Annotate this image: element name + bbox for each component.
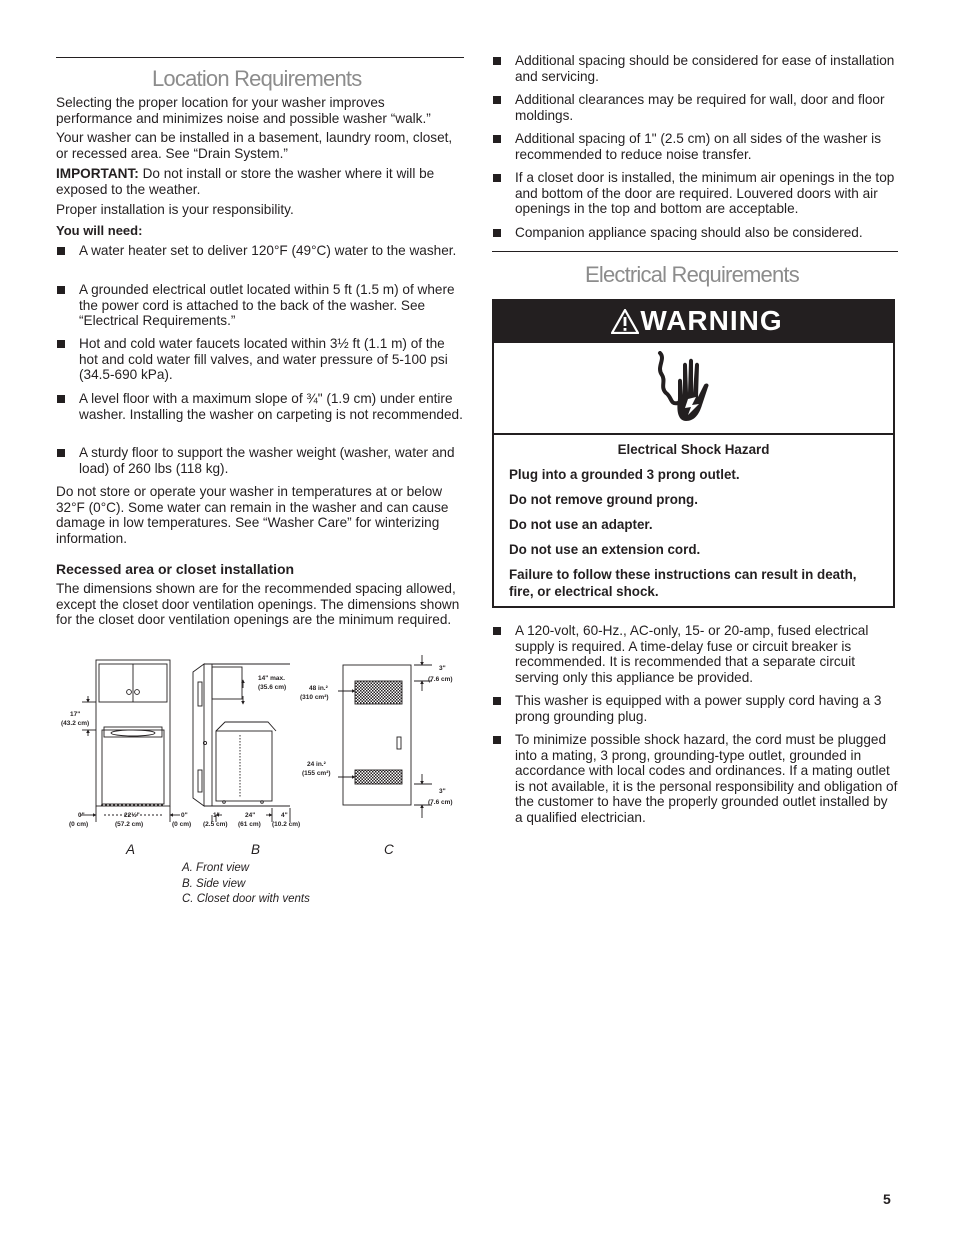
warning-box xyxy=(492,299,895,608)
front-view xyxy=(80,660,180,822)
spacing-item-text: Companion appliance spacing should also be considered. xyxy=(515,225,863,240)
need-item-text: A water heater set to deliver 120°F (49°C) water to the washer. xyxy=(79,243,457,258)
warning-icon-row xyxy=(494,343,893,435)
bullet-square-icon xyxy=(57,286,65,294)
bullet-square-icon xyxy=(57,247,65,255)
spacing-item-text: Additional spacing of 1" (2.5 cm) on all sides of the washer is recommended to reduce noise transfer. xyxy=(515,131,882,162)
spacing-item xyxy=(492,170,898,217)
electrical-item-text: This washer is equipped with a power supply cord having a 3 prong grounding plug. xyxy=(515,693,882,724)
you-will-need-label: You will need: xyxy=(56,223,143,238)
dim-vent-top-area-cm: (310 cm²) xyxy=(300,694,329,701)
intro-paragraph-1: Selecting the proper location for your washer improves performance and minimizes noise and possible washer “walk.” xyxy=(56,95,431,126)
warning-line: Do not use an extension cord. xyxy=(509,542,701,557)
temperature-note: Do not store or operate your washer in temperatures at or below 32°F (0°C). Some water can remain in the washer and can cause damage in low temperatures. See “Washer Care” for winterizing information. xyxy=(56,484,449,546)
need-item xyxy=(56,282,464,329)
dim-vent-top-area: 48 in.² xyxy=(309,685,328,692)
need-item xyxy=(56,243,464,259)
dim-front-width: 22½" xyxy=(124,812,140,819)
spacing-item xyxy=(492,225,898,241)
warning-line: Do not remove ground prong. xyxy=(509,492,698,507)
left-top-rule xyxy=(56,57,464,58)
dim-front-left: 0" xyxy=(78,812,85,819)
spacing-item xyxy=(492,92,898,123)
need-item-text: A sturdy floor to support the washer weight (washer, water and load) of 260 lbs (118 kg). xyxy=(79,445,455,476)
need-item-text: A grounded electrical outlet located within 5 ft (1.5 m) of where the power cord is attached to the back of the washer. See “Electrical Requirements.” xyxy=(79,282,455,329)
important-text: Do not install or store the washer where it will be exposed to the weather. xyxy=(56,166,435,197)
electrical-heading: Electrical Requirements xyxy=(585,262,799,287)
need-item-text: Hot and cold water faucets located within 3½ ft (1.1 m) of the hot and cold water fill valves, and water pressure of 5-100 psi (34.5-690 kPa). xyxy=(79,336,448,383)
recessed-text: The dimensions shown are for the recommended spacing allowed, except the closet door ventilation openings. The dimensions shown for the closet door ventilation openings are the minimum required. xyxy=(56,581,460,628)
bullet-square-icon xyxy=(493,96,501,104)
panel-letter-c: C xyxy=(384,842,394,857)
dim-side-back: 1" xyxy=(213,812,220,819)
electrical-item-text: To minimize possible shock hazard, the cord must be plugged into a mating, 3 prong, grounding-type outlet, grounded in accordance with local codes and ordinances. If a mating outlet is not available, it is the personal responsibility and obligation of the customer to have the properly grounded outlet installed by a qualified electrician. xyxy=(515,732,898,825)
intro-paragraph-2: Your washer can be installed in a basement, laundry room, closet, or recessed area. See “Drain System.” xyxy=(56,130,453,161)
bullet-square-icon xyxy=(493,57,501,65)
dim-side-depth-cm: (61 cm) xyxy=(238,821,261,828)
bullet-square-icon xyxy=(493,135,501,143)
electrical-item xyxy=(492,623,898,685)
dim-front-width-cm: (57.2 cm) xyxy=(115,821,144,828)
recessed-heading: Recessed area or closet installation xyxy=(56,561,295,577)
bullet-square-icon xyxy=(57,340,65,348)
electrical-item xyxy=(492,693,898,724)
need-item xyxy=(56,445,464,476)
bullet-square-icon xyxy=(57,449,65,457)
dim-side-front-cm: (10.2 cm) xyxy=(272,821,301,828)
closet-door-view xyxy=(338,655,432,818)
responsibility-text: Proper installation is your responsibility. xyxy=(56,202,294,217)
dim-side-top: 14" max. xyxy=(258,675,285,682)
bullet-square-icon xyxy=(493,627,501,635)
spacing-item-text: Additional spacing should be considered for ease of installation and servicing. xyxy=(515,53,895,84)
spacing-item-text: If a closet door is installed, the minimum air openings in the top and bottom of the door are required. Louvered doors with air openings in the top and bottom are acceptable. xyxy=(515,170,895,217)
panel-letter-a: A xyxy=(126,842,136,857)
electrical-item xyxy=(492,732,898,826)
need-item-text: A level floor with a maximum slope of ¾" (1.9 cm) under entire washer. Installing the washer on carpeting is not recommended. xyxy=(79,391,463,422)
dim-door-bottom-cm: (7.6 cm) xyxy=(428,799,453,806)
dim-front-top-cm: (43.2 cm) xyxy=(61,720,90,727)
dim-side-top-cm: (35.6 cm) xyxy=(258,684,287,691)
dim-side-back-cm: (2.5 cm) xyxy=(203,821,228,828)
bullet-square-icon xyxy=(493,697,501,705)
installation-diagram xyxy=(56,650,464,835)
important-paragraph xyxy=(56,166,464,197)
dim-front-left-cm: (0 cm) xyxy=(69,821,89,828)
dim-front-top: 17" xyxy=(70,711,81,718)
panel-letter-b: B xyxy=(251,842,261,857)
warning-line: Plug into a grounded 3 prong outlet. xyxy=(509,467,740,482)
dim-side-depth: 24" xyxy=(245,812,256,819)
warning-hazard-title: Electrical Shock Hazard xyxy=(617,442,770,457)
dim-front-right-cm: (0 cm) xyxy=(172,821,192,828)
caption-front-view: A. Front view xyxy=(182,862,250,874)
dim-vent-bottom-area: 24 in.² xyxy=(307,761,326,768)
need-item xyxy=(56,336,464,383)
warning-title: WARNING xyxy=(640,305,783,336)
electrical-shock-hand-icon xyxy=(652,351,722,427)
bullet-square-icon xyxy=(493,229,501,237)
warning-line: Do not use an adapter. xyxy=(509,517,653,532)
bullet-square-icon xyxy=(493,174,501,182)
spacing-item xyxy=(492,53,898,84)
spacing-item xyxy=(492,131,898,162)
dim-vent-bottom-area-cm: (155 cm²) xyxy=(302,770,331,777)
warning-header xyxy=(494,301,893,343)
right-section-rule xyxy=(492,251,898,252)
bullet-square-icon xyxy=(57,395,65,403)
dim-door-bottom: 3" xyxy=(439,788,446,795)
need-item xyxy=(56,391,464,422)
page-number: 5 xyxy=(883,1191,891,1207)
dim-door-top-cm: (7.6 cm) xyxy=(428,676,453,683)
warning-line: Failure to follow these instructions can result in death, fire, or electrical shock. xyxy=(509,567,857,599)
dim-side-front: 4" xyxy=(281,812,288,819)
location-heading: Location Requirements xyxy=(152,66,362,91)
caption-closet-door: C. Closet door with vents xyxy=(182,893,310,905)
caption-side-view: B. Side view xyxy=(182,877,246,890)
dim-front-right: 0" xyxy=(181,812,188,819)
figure-captions xyxy=(182,861,310,908)
important-label: IMPORTANT: xyxy=(56,166,139,181)
bullet-square-icon xyxy=(493,736,501,744)
dim-door-top: 3" xyxy=(439,665,446,672)
spacing-item-text: Additional clearances may be required for wall, door and floor moldings. xyxy=(515,92,885,123)
electrical-item-text: A 120-volt, 60-Hz., AC-only, 15- or 20-amp, fused electrical supply is required. A time-delay fuse or circuit breaker is recommended. It is recommended that a separate circuit serving only this appliance be provided. xyxy=(515,623,869,685)
